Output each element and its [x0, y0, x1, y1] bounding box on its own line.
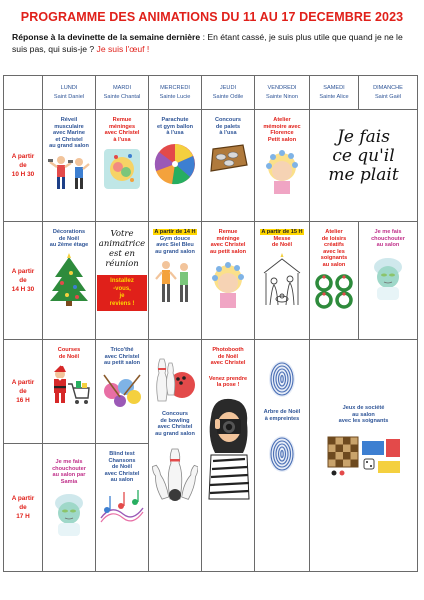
je-fais-ce-quil-me-plait-art: Je fais ce qu'il me plait — [328, 127, 399, 185]
animatrice-reunion-cell — [96, 222, 149, 340]
fingerprint-icon — [267, 359, 297, 399]
activity-remue-meninges-usa: Remue méninges avec Christel à l'usa — [96, 110, 149, 222]
activity-arbre-empreintes: Arbre de Noël à empreintes — [255, 340, 310, 572]
activity-gym-douce: A partir de 14 H Gym douce avec Siel Bleu au grand salon — [149, 222, 202, 340]
time-highlight-14h: A partir de 14 H — [154, 229, 196, 235]
activity-atelier-loisirs-creatifs: Atelier de loisirs créatifs avec les soignants au salon — [310, 222, 359, 340]
day-header-vendredi: VENDREDI Sainte Ninon — [255, 76, 310, 110]
spa-face-mask-icon — [366, 253, 410, 301]
day-header-samedi: SAMEDI Sainte Alice — [310, 76, 359, 110]
riddle-answer — [12, 32, 414, 55]
exercise-people-icon — [47, 154, 91, 192]
riddle-label: Réponse à la devinette de la semaine dernière — [12, 32, 201, 42]
knitting-yarn-icon — [100, 371, 144, 409]
day-header-mardi: MARDI Sainte Chantal — [96, 76, 149, 110]
parachute-icon — [154, 141, 196, 187]
time-slot-14h30: A partir de 14 H 30 — [4, 222, 43, 340]
activity-remue-meninge-petit-salon: Remue méninge avec Christel au petit salon — [202, 222, 255, 340]
activity-courses-de-noel: Courses de Noël — [43, 340, 96, 444]
activity-reveil-musculaire: Réveil musculaire avec Marine et Christel au grand salon — [43, 110, 96, 222]
christmas-tree-icon — [49, 253, 89, 307]
riddle-solution: Je suis l'œuf ! — [96, 43, 150, 54]
bowling-pins-strike-icon — [152, 445, 198, 503]
activity-parachute-gym-ballon: Parachute et gym ballon à l'usa — [149, 110, 202, 222]
day-header-dimanche: DIMANCHE Saint Gaël — [359, 76, 418, 110]
day-header-mercredi: MERCREDI Sainte Lucie — [149, 76, 202, 110]
corner-cell — [4, 76, 43, 110]
spa-face-mask-icon — [47, 489, 91, 537]
palets-board-icon — [207, 141, 249, 175]
thinking-woman-icon — [261, 147, 303, 195]
activity-jeux-de-societe: Jeux de société au salon avec les soignants — [310, 340, 418, 572]
activity-decorations-noel: Décorations de Noël au 2ème étage — [43, 222, 96, 340]
time-highlight-15h: A partir de 15 H — [261, 229, 303, 235]
page-title: PROGRAMME DES ANIMATIONS DU 11 AU 17 DECEMBRE 2023 — [20, 10, 404, 24]
schedule-table — [3, 75, 418, 572]
activity-blind-test: Blind test Chansons de Noël avec Christel au salon — [96, 444, 149, 572]
activity-concours-bowling: Concours de bowling avec Christel au grand salon — [149, 340, 202, 572]
animatrice-reunion-text: Votre animatrice est en réunion — [98, 229, 146, 269]
bowling-icon — [152, 353, 198, 405]
day-header-lundi: LUNDI Saint Daniel — [43, 76, 96, 110]
activity-concours-palets: Concours de palets à l'usa — [202, 110, 255, 222]
activity-atelier-memoire: Atelier mémoire avec Florence Petit salon — [255, 110, 310, 222]
time-slot-10h30: A partir de 10 H 30 — [4, 110, 43, 222]
gym-people-icon — [154, 259, 196, 305]
music-notes-icon — [99, 488, 145, 528]
reviens-sign: Installez -vous, je reviens ! — [97, 275, 147, 311]
time-slot-17h: A partir de 17 H — [4, 444, 43, 572]
day-header-jeudi: JEUDI Sainte Odile — [202, 76, 255, 110]
weekend-free-cell — [310, 110, 418, 222]
santa-shopping-cart-icon — [48, 364, 90, 410]
activity-tricothe: Trico'thé avec Christel au petit salon — [96, 340, 149, 444]
christmas-wreaths-icon — [313, 273, 355, 309]
venez-prendre-la-pose: Venez prendre la pose ! — [208, 375, 248, 389]
nativity-drawing-icon — [260, 253, 304, 307]
activity-chouchouter-samia: Je me fais chouchouter au salon par Samia — [43, 444, 96, 572]
riddle-text: : En étant cassé, je suis plus utile que quand je ne le suis pas, qui suis-je ? — [12, 32, 403, 54]
activity-messe-de-noel: A partir de 15 H Messe de Noël — [255, 222, 310, 340]
photographer-woman-icon — [203, 397, 253, 501]
activity-chouchouter-dimanche: Je me fais chouchouter au salon — [359, 222, 418, 340]
activity-photobooth: Photobooth de Noël avec Christel Venez prendre la pose ! — [202, 340, 255, 572]
thinking-woman-icon — [207, 259, 249, 309]
board-games-icon — [324, 431, 404, 477]
time-slot-16h: A partir de 16 H — [4, 340, 43, 444]
fingerprint-icon — [267, 434, 297, 474]
puzzle-head-icon — [102, 147, 142, 191]
